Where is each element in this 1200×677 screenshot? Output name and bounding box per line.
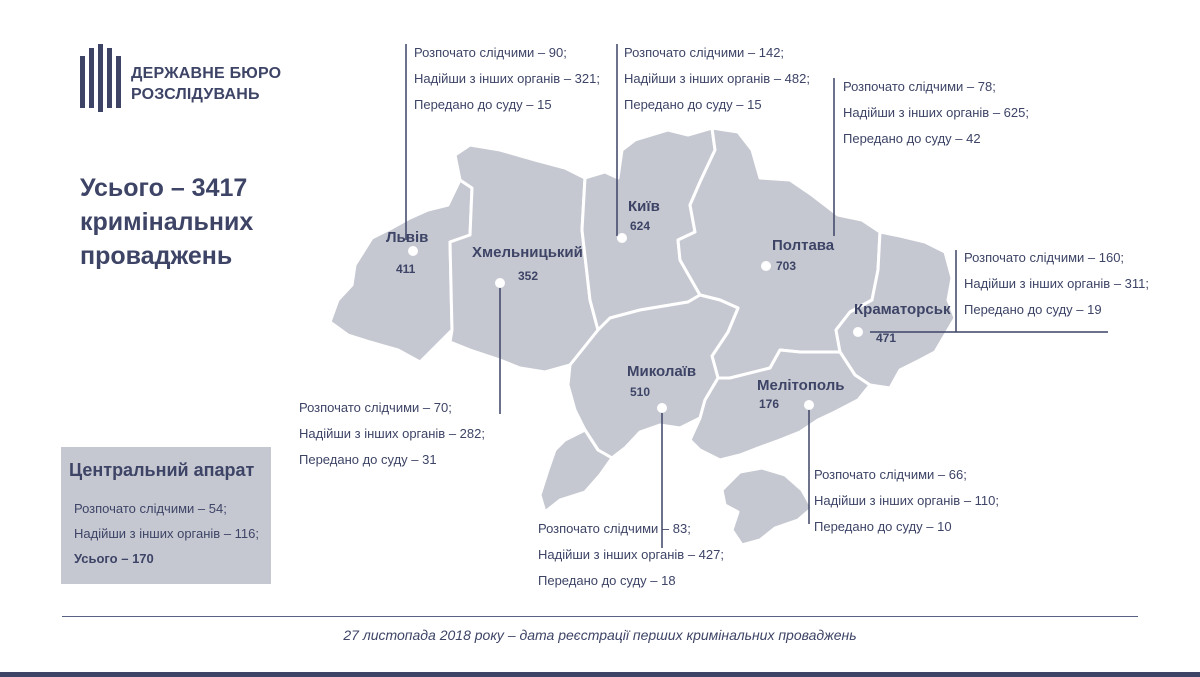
- city-label-melitopol: Мелітополь: [757, 377, 845, 394]
- stat-line: Розпочато слідчими – 66;: [814, 467, 967, 482]
- stat-line: Передано до суду – 15: [624, 97, 762, 112]
- dot-lviv: [408, 246, 418, 256]
- logo-line-1: ДЕРЖАВНЕ БЮРО: [131, 65, 282, 82]
- stat-line: Передано до суду – 42: [843, 131, 981, 146]
- central-title: Центральний апарат: [69, 460, 255, 480]
- central-line-2: Надійши з інших органів – 116;: [74, 526, 260, 541]
- stat-line: Надійши з інших органів – 321;: [414, 71, 600, 86]
- total-line-1: Усього – 3417: [80, 174, 248, 202]
- stat-line: Розпочато слідчими – 142;: [624, 45, 785, 60]
- total-line-3: проваджень: [80, 242, 233, 270]
- city-label-khmelnytskyi: Хмельницький: [472, 244, 583, 261]
- footer-divider: [62, 616, 1138, 617]
- stat-line: Розпочато слідчими – 70;: [299, 400, 452, 415]
- city-label-kyiv: Київ: [628, 198, 660, 215]
- stats-lviv: [414, 40, 600, 118]
- stat-line: Передано до суду – 18: [538, 573, 676, 588]
- stat-line: Розпочато слідчими – 83;: [538, 521, 691, 536]
- stat-line: Розпочато слідчими – 160;: [964, 250, 1125, 265]
- total-line-2: кримінальних: [80, 208, 254, 236]
- city-count-kramatorsk: 471: [876, 331, 897, 345]
- city-label-mykolaiv: Миколаїв: [627, 363, 697, 380]
- city-count-poltava: 703: [776, 259, 797, 273]
- stat-line: Розпочато слідчими – 90;: [414, 45, 567, 60]
- dot-khmelnytskyi: [495, 278, 505, 288]
- dot-poltava: [761, 261, 771, 271]
- stat-line: Надійши з інших органів – 110;: [814, 493, 1000, 508]
- city-count-melitopol: 176: [759, 397, 780, 411]
- central-apparatus-box: [61, 447, 271, 584]
- stats-mykolaiv: [538, 516, 724, 594]
- dot-kramatorsk: [853, 327, 863, 337]
- stat-line: Надійши з інших органів – 311;: [964, 276, 1150, 291]
- stat-line: Передано до суду – 10: [814, 519, 952, 534]
- stat-line: Надійши з інших органів – 625;: [843, 105, 1029, 120]
- city-label-lviv: Львів: [386, 229, 429, 246]
- city-count-kyiv: 624: [630, 219, 651, 233]
- stat-line: Розпочато слідчими – 78;: [843, 79, 996, 94]
- stat-line: Надійши з інших органів – 282;: [299, 426, 485, 441]
- bottom-bar: [0, 672, 1200, 677]
- stat-line: Передано до суду – 31: [299, 452, 437, 467]
- city-count-mykolaiv: 510: [630, 385, 651, 399]
- stat-line: Передано до суду – 19: [964, 302, 1102, 317]
- dot-kyiv: [617, 233, 627, 243]
- logo-line-2: РОЗСЛІДУВАНЬ: [131, 86, 260, 103]
- footer-caption: 27 листопада 2018 року – дата реєстрації перших кримінальних проваджень: [343, 627, 857, 643]
- central-line-1: Розпочато слідчими – 54;: [74, 501, 227, 516]
- stat-line: Надійши з інших органів – 427;: [538, 547, 724, 562]
- stat-line: Передано до суду – 15: [414, 97, 552, 112]
- stat-line: Надійши з інших органів – 482;: [624, 71, 810, 86]
- dot-mykolaiv: [657, 403, 667, 413]
- stats-poltava: [843, 74, 1029, 152]
- stats-khmelnytskyi: [299, 395, 485, 473]
- stats-melitopol: [814, 462, 999, 540]
- dot-melitopol: [804, 400, 814, 410]
- region-crimea: [722, 468, 812, 545]
- stats-kramatorsk: [964, 245, 1149, 323]
- city-label-kramatorsk: Краматорськ: [854, 301, 951, 318]
- city-count-khmelnytskyi: 352: [518, 269, 539, 283]
- stats-kyiv: [624, 40, 810, 118]
- city-count-lviv: 411: [396, 262, 416, 276]
- central-total: Усього – 170: [74, 551, 154, 566]
- city-label-poltava: Полтава: [772, 237, 835, 254]
